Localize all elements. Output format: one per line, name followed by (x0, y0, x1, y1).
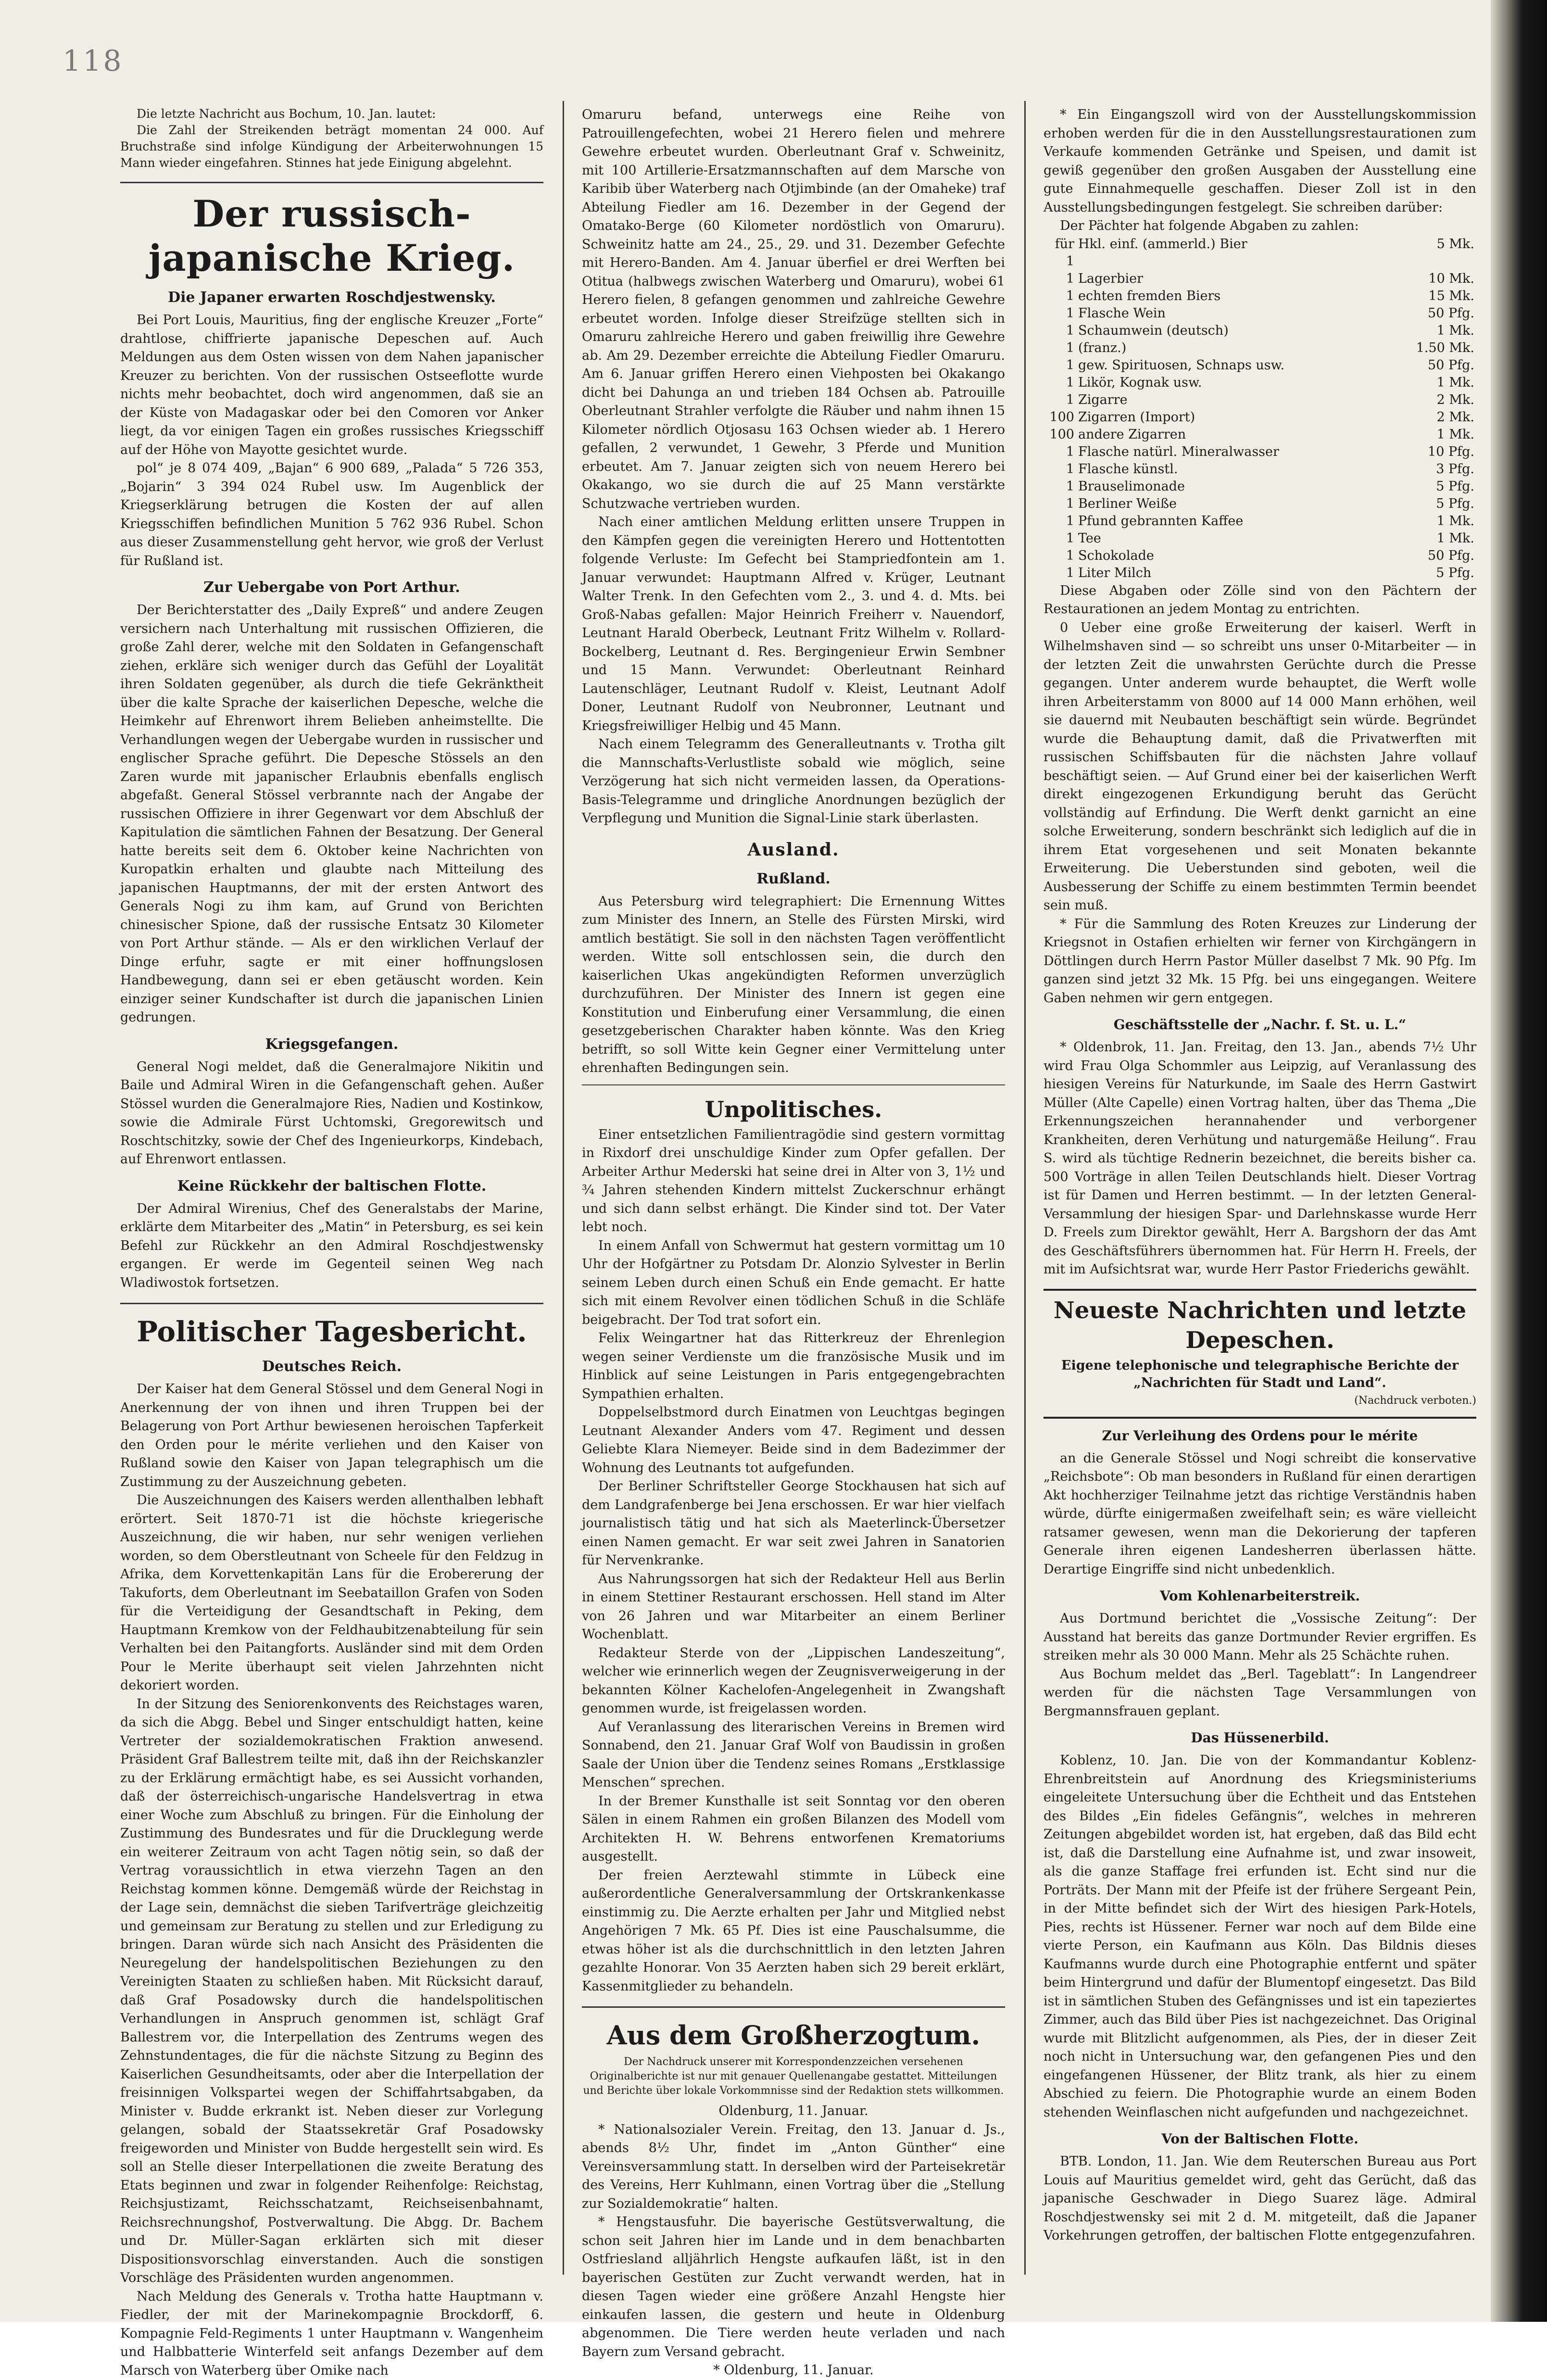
price-qty: 1 (1044, 357, 1076, 374)
war-section-title: Der russisch-japanische Krieg. (120, 192, 543, 280)
war-subheading-4: Keine Rückkehr der baltischen Flotte. (120, 1176, 543, 1197)
politics-paragraph-3: In der Sitzung des Seniorenkonvents des Reichstages waren, da sich die Abgg. Bebel und Singer entschuldigt hatten, keine Vertreter der sozialdemokratischen Fraktion anwesend. Präsident Graf Ballestrem teilte mit, daß ihn der Reichskanzler zu der Erklärung ermächtigt habe, es sei Aussicht vorhanden, daß der österreichisch-ungarische Handelsvertrag in etwa einer Woche zum Abschluß zu bringen. Für die Einholung der Zustimmung des Bundesrates und für die Drucklegung werde ein weiterer Zeitraum von acht Tagen nötig sein, so daß der Vertrag voraussichtlich in etwa vierzehn Tagen an den Reichstag kommen könne. Demgemäß würde der Reichstag in der Lage sein, demnächst die sieben Tarifverträge gleichzeitig und gemeinsam zur Beratung zu stellen und zur Erledigung zu bringen. Daran würde sich nach Ansicht des Präsidenten die Neuregelung der handelspolitischen Beziehungen zu den Vereinigten Staaten zu schließen haben. Mit Rücksicht darauf, daß Graf Posadowsky durch die handelspolitischen Verhandlungen in Anspruch genommen ist, schlägt Graf Ballestrem vor, die Interpellation des Zentrums wegen des Zehnstundentages, die für die nächste Sitzung zu Beginn des Kaiserlichen Gesundheitsamts, oder aber die Interpellation der freisinnigen Volkspartei wegen der Schiffahrtsabgaben, da Minister v. Budde erkrankt ist. Neben dieser zur Vorlegung gelangen, sobald der Staatssekretär Graf Posadowsky freigeworden und Minister von Budde hergestellt sein wird. Es soll an Stelle dieser Interpellationen die zweite Beratung des Etats beginnen und zwar in folgender Reihenfolge: Reichstag, Reichsjustizamt, Reichsschatzamt, Reichseisenbahnamt, Reichsrechnungshof, Postverwaltung. Die Abgg. Dr. Bachem und Dr. Müller-Sagan erklärten sich mit dieser Dispositionsvorschlag einverstanden. Auch die sonstigen Vorschläge des Präsidenten wurden angenommen. (120, 1695, 543, 2288)
intro-line-1: Die letzte Nachricht aus Bochum, 10. Jan. lautet: (120, 106, 543, 122)
unpol-paragraph-3: Felix Weingartner hat das Ritterkreuz der Ehrenlegion wegen seiner Verdienste um die französische Musik und im Hinblick auf seine Leistungen in Paris entgegengebrachten Sympathien erhalten. (582, 1329, 1005, 1403)
price-row (1044, 513, 1476, 530)
price-qty: 1 (1044, 565, 1076, 582)
price-item: Tee (1076, 530, 1405, 547)
price-row (1044, 374, 1476, 391)
price-qty: 1 (1044, 322, 1076, 340)
price-price: 2 Mk. (1405, 391, 1476, 409)
price-row (1044, 322, 1476, 340)
unpolitisches-heading: Unpolitisches. (582, 1095, 1005, 1124)
price-item: Likör, Kognak usw. (1076, 374, 1405, 391)
dateline-last: * Oldenburg, 11. Januar. (582, 2361, 1005, 2380)
war-paragraph-3: General Nogi meldet, daß die Generalmajore Nikitin und Baile und Admiral Wiren in die Gefangenschaft gehen. Außer Stössel wurden die Generalmajore Ries, Nadien und Kostinkow, sowie die Admirale Fürst Uchtomski, Gregorewitsch und Roschtschitzky, sowie der Chef des Ingenieurkorps, Kindebach, auf Ehrenwort entlassen. (120, 1058, 543, 1169)
price-price: 1 Mk. (1405, 374, 1476, 391)
war-paragraph-2: Der Berichterstatter des „Daily Expreß“ und andere Zeugen versichern nach Unterhaltung mit russischen Offizieren, die große Zahl derer, welche mit den Soldaten in Gefangenschaft ziehen, erkläre sich weniger durch das Gefühl der Loyalität ihren Soldaten gegenüber, als durch die tiefe Gekränktheit über die kalte Sprache der kaiserlichen Depesche, welche die Heimkehr auf Ehrenwort ihrem Belieben anheimstellte. Die Verhandlungen wegen der Uebergabe wurden in russischer und englischer Sprache geführt. Die Depesche Stössels an den Zaren wurde mit japanischer Erlaubnis ebenfalls englisch abgefaßt. General Stössel verbrannte nach der Angabe der russischen Offiziere in ihrer Gegenwart vor dem Abschluß der Kapitulation die sämtlichen Fahnen der Besatzung. Der General hatte bereits seit dem 6. Oktober keine Nachrichten von Kuropatkin erhalten und glaubte nach Mitteilung des japanischen Hauptmanns, der mit der ersten Antwort des Generals Nogi zu ihm kam, auf Grund von Berichten chinesischer Spione, daß der russische Entsatz 30 Kilometer von Port Arthur stände. — Als er den wirklichen Verlauf der Dinge erfuhr, sagte er mit einer hoffnungslosen Handbewegung, dann sei er eben getäuscht worden. Kein einziger seiner Kundschafter ist durch die japanischen Linien gedrungen. (120, 601, 543, 1027)
price-qty: 1 (1044, 288, 1076, 305)
price-qty: 100 (1044, 409, 1076, 426)
price-qty: 1 (1044, 495, 1076, 513)
price-row (1044, 461, 1476, 478)
price-row (1044, 426, 1476, 443)
price-row (1044, 409, 1476, 426)
kohlen-paragraph-1: Aus Dortmund berichtet die „Vossische Zeitung“: Der Ausstand hat bereits das ganze Dortmunder Revier ergriffen. Es streiken mehr als 30 000 Mann. Mehr als 25 Schächte ruhen. (1044, 1610, 1476, 1665)
price-row (1044, 478, 1476, 495)
grossh-paragraph-1: * Nationalsozialer Verein. Freitag, den 13. Januar d. Js., abends 8½ Uhr, findet im „Anton Günther“ eine Vereinsversammlung statt. In derselben wird der Parteisekretär des Vereins, Herr Kuhlmann, einen Vortrag über die „Stellung zur Sozialdemokratie“ halten. (582, 2121, 1005, 2214)
politics-paragraph-2: Die Auszeichnungen des Kaisers werden allenthalben lebhaft erörtert. Seit 1870-71 ist die höchste kriegerische Auszeichnung, die wir haben, nur sehr wenigen verliehen worden, so dem Oberstleutnant von Scheele für den Feldzug in Afrika, dem Korvettenkapitän Lans für die Erobererung der Takuforts, dem Oberleutnant im Seebataillon Grafen von Soden für die Verteidigung der Gesandtschaft in Peking, dem Hauptmann Kremkow von der Feldhaubitzenabteilung für sein Verhalten bei den Paitangforts. Ausländer sind mit dem Orden Pour le Merite überhaupt seit vielen Jahrzehnten nicht dekoriert worden. (120, 1491, 543, 1695)
unpol-paragraph-9: In der Bremer Kunsthalle ist seit Sonntag vor den oberen Sälen in einem Rahmen ein großen Bilanzen des Modell vom Architekten H. W. Behrens entworfenen Krematoriums ausgestellt. (582, 1792, 1005, 1866)
price-item: Lagerbier (1076, 270, 1405, 288)
price-row (1044, 236, 1476, 270)
price-qty: 1 (1044, 530, 1076, 547)
price-row (1044, 547, 1476, 565)
price-qty: 1 (1044, 513, 1076, 530)
divider (120, 1303, 543, 1304)
unpol-paragraph-2: In einem Anfall von Schwermut hat gestern vormittag um 10 Uhr der Hofgärtner zu Potsdam Dr. Alonzio Sylvester in Berlin seinem Leben durch einen Schuß ein Ende gemacht. Er hatte sich mit einem Revolver einen tödlichen Schuß in die Schläfe beigebracht. Der Tod trat sofort ein. (582, 1237, 1005, 1330)
politics-paragraph-4: Nach Meldung des Generals v. Trotha hatte Hauptmann v. Fiedler, der mit der Marinekompagnie Brockdorff, 6. Kompagnie Feld-Regiments 1 unter Hauptmann v. Wangenheim und Halbbatterie Winterfeld seit anfangs Dezember auf dem Marsch von Waterberg über Omike nach (120, 2288, 543, 2380)
price-price: 1.50 Mk. (1405, 340, 1476, 357)
column-2 (582, 106, 1005, 2299)
price-item: andere Zigarren (1076, 426, 1405, 443)
price-item: Berliner Weiße (1076, 495, 1405, 513)
price-qty: 1 (1044, 391, 1076, 409)
column-rule-2 (1024, 101, 1026, 2275)
price-price: 50 Pfg. (1405, 305, 1476, 322)
price-row (1044, 288, 1476, 305)
politics-subheading: Deutsches Reich. (120, 1356, 543, 1377)
price-price: 5 Pfg. (1405, 565, 1476, 582)
price-row (1044, 391, 1476, 409)
price-price: 15 Mk. (1405, 288, 1476, 305)
price-row (1044, 565, 1476, 582)
price-price: 3 Pfg. (1405, 461, 1476, 478)
price-price: 10 Pfg. (1405, 443, 1476, 461)
after-list-paragraph-3: * Für die Sammlung des Roten Kreuzes zur Linderung der Kriegsnot in Ostafien erhielten wir ferner von Kirchgängern in Döttlingen durch Herrn Pastor Müller daselbst 7 Mk. 90 Pfg. Im ganzen sind jetzt 32 Mk. 15 Pfg. bei uns eingegangen. Weitere Gaben nehmen wir gern entgegen. (1044, 915, 1476, 1008)
price-row (1044, 305, 1476, 322)
politics-section-title: Politischer Tagesbericht. (120, 1314, 543, 1349)
divider (582, 1084, 1005, 1085)
page-number: 118 (63, 44, 124, 78)
price-price: 5 Mk. (1405, 236, 1476, 270)
divider (120, 182, 543, 183)
page-edge-shadow (1491, 0, 1547, 2322)
price-item: (franz.) (1076, 340, 1405, 357)
price-price: 1 Mk. (1405, 322, 1476, 340)
latest-news-subtitle: Eigene telephonische und telegraphische Berichte der „Nachrichten für Stadt und Land“. (1044, 1357, 1476, 1392)
price-item: Flasche künstl. (1076, 461, 1405, 478)
price-qty: 1 (1044, 547, 1076, 565)
orden-heading: Zur Verleihung des Ordens pour le mérite (1044, 1425, 1476, 1447)
unpol-paragraph-10: Der freien Aerztewahl stimmte in Lübeck eine außerordentliche Generalversammlung der Ortskrankenkasse einstimmig zu. Die Aerzte erhalten per Jahr und Mitglied nebst Angehörigen 7 Mk. 65 Pf. Dies ist eine Pauschalsumme, die etwas höher ist als die durchschnittlich in den letzten Jahren gezahlte Honorar. Von 35 Aerzten haben sich 29 bereit erklärt, Kassenmitglieder zu behandeln. (582, 1866, 1005, 1996)
price-row (1044, 495, 1476, 513)
flotte-heading: Von der Baltischen Flotte. (1044, 2128, 1476, 2150)
ausland-heading: Ausland. (582, 838, 1005, 862)
flotte-paragraph: BTB. London, 11. Jan. Wie dem Reuterschen Bureau aus Port Louis auf Mauritius gemeldet wird, geht das Gerücht, daß das japanische Geschwader in Diego Suarez läge. Admiral Roschdjestwensky sei mit 2 d. M. mitgeteilt, daß die Japaner Vorkehrungen getroffen, der baltischen Flotte entgegenzufahren. (1044, 2153, 1476, 2245)
price-item: Zigarre (1076, 391, 1405, 409)
price-qty: 1 (1044, 443, 1076, 461)
colonial-paragraph-2: Nach einer amtlichen Meldung erlitten unsere Truppen in den Kämpfen gegen die vereinigten Herero und Hottentotten folgende Verluste: Im Gefecht bei Stampriedfontein am 1. Januar verwundet: Hauptmann Alfred v. Krüger, Leutnant Walter Trenk. In den Gefechten vom 2., 3. und 4. d. Mts. bei Groß-Nabas gefallen: Major Heinrich Freiherr v. Nauendorf, Leutnant Harald Oberbeck, Leutnant Fritz Wilhelm v. Rollard-Bockelberg, Leutnant d. Res. Bergingenieur Erwin Sembner und 15 Mann. Verwundet: Oberleutnant Reinhard Lautenschläger, Leutnant Rudolf v. Kleist, Leutnant Adolf Doner, Leutnant Rudolf von Neubronner, Leutnant und Kriegsfreiwilliger Helbig und 45 Mann. (582, 513, 1005, 735)
war-paragraph-4: Der Admiral Wirenius, Chef des Generalstabs der Marine, erklärte dem Mitarbeiter des „Matin“ in Petersburg, es sei kein Befehl zur Rückkehr an den Admiral Roschdjestwensky ergangen. Er werde im Gegenteil seinen Weg nach Wladiwostok fortsetzen. (120, 1200, 543, 1293)
price-item: gew. Spirituosen, Schnaps usw. (1076, 357, 1405, 374)
kohlen-paragraph-2: Aus Bochum meldet das „Berl. Tageblatt“: In Langendreer werden für die nächsten Tage Versammlungen von Bergmannsfrauen geplant. (1044, 1665, 1476, 1721)
price-qty: 1 (1044, 374, 1076, 391)
orden-paragraph: an die Generale Stössel und Nogi schreibt die konservative „Reichsbote“: Ob man besonders in Rußland für einen derartigen Akt hochherziger Teilnahme jetzt das richtige Verständnis haben würde, dürfte einigermaßen zweifelhaft sein; es wäre vielleicht ratsamer gewesen, wenn man die Dekorierung der tapferen Generale ihren eigenen Landesherren überlassen hätte. Derartige Eingriffe sind nicht unbedenklich. (1044, 1449, 1476, 1579)
price-item: Flasche natürl. Mineralwasser (1076, 443, 1405, 461)
price-price: 1 Mk. (1405, 530, 1476, 547)
price-row (1044, 270, 1476, 288)
unpol-paragraph-5: Der Berliner Schriftsteller George Stockhausen hat sich auf dem Landgrafenberge bei Jena erschossen. Er war hier vielfach journalistisch tätig und hat sich als Maeterlinck-Übersetzer einen Namen gemacht. Er war seit zwei Jahren in Sanatorien für Nervenkranke. (582, 1477, 1005, 1570)
unpol-paragraph-7: Redakteur Sterde von der „Lippischen Landeszeitung“, welcher wie erinnerlich wegen der Zeugnisverweigerung in der bekannten Kölner Kachelofen-Angelegenheit in Zwangshaft genommen wurde, ist freigelassen worden. (582, 1644, 1005, 1718)
unpol-paragraph-6: Aus Nahrungssorgen hat sich der Redakteur Hell aus Berlin in einem Stettiner Restaurant erschossen. Hell stand im Alter von 26 Jahren und war Mitarbeiter an einem Berliner Wochenblatt. (582, 1570, 1005, 1644)
war-subheading-1: Die Japaner erwarten Roschdjestwensky. (120, 287, 543, 308)
oldenbrok-paragraph: * Oldenbrok, 11. Jan. Freitag, den 13. Jan., abends 7½ Uhr wird Frau Olga Schommler aus Leipzig, auf Veranlassung des hiesigen Vereins für Naturkunde, im Saale des Herrn Gastwirt Müller (Alte Capelle) einen Vortrag halten, über das Thema „Die Erkennungszeichen herannahender und verborgener Krankheiten, deren Verhütung und naturgemäße Heilung“. Frau S. wird als tüchtige Rednerin bezeichnet, die bereits bisher ca. 500 Vorträge in allen Teilen Deutschlands hielt. Dieser Vortrag ist für Damen und Herren bestimmt. — In der letzten General-Versammlung der hiesigen Spar- und Darlehnskasse wurde Herr D. Freels zum Direktor gewählt, Herr A. Bargshorn der das Amt des Geschäftsführers übernommen hat. Für Herrn H. Freels, der mit im Aufsichtsrat war, wurde Herr Pastor Friederichs gewählt. (1044, 1038, 1476, 1279)
column-rule-1 (563, 101, 564, 2275)
price-item: Schokolade (1076, 547, 1405, 565)
price-qty: 100 (1044, 426, 1076, 443)
price-price: 5 Pfg. (1405, 478, 1476, 495)
war-subheading-2: Zur Uebergabe von Port Arthur. (120, 577, 543, 598)
price-item: Schaumwein (deutsch) (1076, 322, 1405, 340)
reprint-note: Der Nachdruck unserer mit Korrespondenzzeichen versehenen Originalberichte ist nur mit genauer Quellenangabe gestattet. Mitteilungen und Berichte über lokale Vorkommnisse sind der Redaktion stets willkommen. (582, 2055, 1005, 2098)
politics-paragraph-1: Der Kaiser hat dem General Stössel und dem General Nogi in Anerkennung der von ihnen und ihren Truppen bei der Belagerung von Port Arthur bewiesenen heroischen Tapferkeit den Orden pour le mérite verliehen und den Kaiser von Rußland sowie den Kaiser von Japan telegraphisch um die Zustimmung zu der Auszeichnung gebeten. (120, 1380, 543, 1491)
price-table (1044, 236, 1476, 582)
price-qty: 1 (1044, 305, 1076, 322)
price-item: Zigarren (Import) (1076, 409, 1405, 426)
colonial-paragraph-3: Nach einem Telegramm des Generalleutnants v. Trotha gilt die Mannschafts-Verlustliste sobald wie möglich, seine Verzögerung hat sich nicht vermeiden lassen, da Operations-Basis-Telegramme und dringliche Anordnungen bezüglich der Verpflegung und Munition die Signal-Linie stark überlasten. (582, 735, 1005, 828)
price-qty: für 1 (1044, 236, 1076, 270)
price-price: 1 Mk. (1405, 513, 1476, 530)
reprint-forbidden-note: (Nachdruck verboten.) (1044, 1394, 1476, 1408)
divider (582, 2006, 1005, 2008)
price-price: 50 Pfg. (1405, 357, 1476, 374)
colonial-paragraph-1: Omaruru befand, unterwegs eine Reihe von Patrouillengefechten, wobei 21 Herero fielen und mehrere Gewehre erbeutet wurden. Oberleutnant Graf v. Schweinitz, mit 100 Artillerie-Ersatzmannschaften auf dem Marsche von Karibib über Waterberg nach Otjimbinde (an der Omaheke) traf Abteilung Fiedler am 16. Dezember in der Gegend der Omatako-Berge (60 Kilometer nordöstlich von Omaruru). Schweinitz hatte am 24., 25., 29. und 31. Dezember Gefechte mit Herero-Banden. Am 4. Januar überfiel er drei Werften bei Otitua (halbwegs zwischen Waterberg und Omaruru), wobei 61 Herero fielen, 8 gefangen genommen und zahlreiche Gewehre erbeutet worden. Infolge dieser Streifzüge stellten sich in Omaruru zahlreiche Herero und gaben freiwillig ihre Gewehre ab. Am 29. Dezember erreichte die Abteilung Fiedler Omaruru. Am 6. Januar griffen Herero einen Viehposten bei Okakango dicht bei Dahunga an und trieben 184 Ochsen ab. Patrouille Oberleutnant Strahler verfolgte die Räuber und nahm ihnen 15 Kilometer nördlich Otjosasu 163 Ochsen wieder ab. 1 Herero gefallen, 2 verwundet, 1 Gewehr, 3 Pferde und Munition erbeutet. Am 7. Januar zeigten sich von neuem Herero bei Okakango, wo sie durch die auf 25 Mann verstärkte Schutzwache vertrieben wurden. (582, 106, 1005, 513)
grossherzogtum-heading: Aus dem Großherzogtum. (582, 2017, 1005, 2053)
price-row (1044, 357, 1476, 374)
war-paragraph-1b: pol“ je 8 074 409, „Bajan“ 6 900 689, „Palada“ 5 726 353, „Bojarin“ 3 394 024 Rubel usw. Im Augenblick der Kriegserklärung betrugen die Kosten der auf allen Kriegsschiffen befindlichen Munition 5 762 936 Rubel. Schon aus dieser Zusammenstellung geht hervor, wie groß der Verlust für Rußland ist. (120, 459, 543, 570)
column-3 (1044, 106, 1476, 2299)
price-item: echten fremden Biers (1076, 288, 1405, 305)
huessener-heading: Das Hüssenerbild. (1044, 1727, 1476, 1749)
unpol-paragraph-4: Doppelselbstmord durch Einatmen von Leuchtgas begingen Leutnant Alexander Anders vom 47. Regiment und dessen Geliebte Klara Niemeyer. Beide sind in dem Badezimmer der Wohnung des Leutnants tot aufgefunden. (582, 1403, 1005, 1477)
price-item: Brauselimonade (1076, 478, 1405, 495)
zoll-intro-line: Der Pächter hat folgende Abgaben zu zahlen: (1044, 217, 1476, 236)
price-qty: 1 (1044, 340, 1076, 357)
price-qty: 1 (1044, 461, 1076, 478)
russland-paragraph: Aus Petersburg wird telegraphiert: Die Ernennung Wittes zum Minister des Innern, an Stelle des Fürsten Mirski, wird amtlich bestätigt. Sie soll in den nächsten Tagen veröffentlicht werden. Witte soll entschlossen sein, die durch den kaiserlichen Ukas angekündigten Reformen unverzüglich durchzuführen. Der Minister des Innern ist gegen eine Konstitution und Einberufung einer Versammlung, die einen gesetzgeberischen Charakter haben könnte. Was den Krieg betrifft, so soll Witte kein Gegner einer Vermittelung unter ehrenhaften Bedingungen sein. (582, 893, 1005, 1078)
unpol-paragraph-1: Einer entsetzlichen Familientragödie sind gestern vormittag in Rixdorf drei unschuldige Kinder zum Opfer gefallen. Der Arbeiter Arthur Mederski hat seine drei in Alter von 3, 1½ und ¾ Jahren stehenden Kindern mittelst Zuckerschnur erhängt und sich dann selbst erhängt. Die Kinder sind tot. Der Vater lebt noch. (582, 1126, 1005, 1237)
price-row (1044, 443, 1476, 461)
kohlen-heading: Vom Kohlenarbeiterstreik. (1044, 1586, 1476, 1607)
war-subheading-3: Kriegsgefangen. (120, 1034, 543, 1055)
unpol-paragraph-8: Auf Veranlassung des literarischen Vereins in Bremen wird Sonnabend, den 21. Januar Graf Wolf von Baudissin in großen Saale der Union über die Tendenz seines Romans „Erstklassige Menschen“ sprechen. (582, 1718, 1005, 1792)
huessener-paragraph: Koblenz, 10. Jan. Die von der Kommandantur Koblenz-Ehrenbreitstein auf Anordnung des Kriegsministeriums eingeleitete Untersuchung über die Echtheit und das Entstehen des Bildes „Ein fideles Gefängnis“, welches in mehreren Zeitungen abgebildet worden ist, hat ergeben, daß das Bild echt ist, daß die Darstellung eine Aufnahme ist, und zwar insoweit, als die ganze Staffage frei erfunden ist. Echt sind nur die Porträts. Der Mann mit der Pfeife ist der frühere Sergeant Pein, in der Mitte befindet sich der Wirt des hiesigen Park-Hotels, Pies, rechts ist Hüssener. Ferner war noch auf dem Bilde eine vierte Person, ein Kaufmann aus Köln. Das Bildnis dieses Kaufmanns wurde durch eine Photographie entfernt und später beim Hintergrund und dafür der Blumentopf eingesetzt. Das Bild ist in sämtlichen Stuben des Gefängnisses und ist ein tapeziertes Zimmer, auch das Bild über Pies ist nachgezeichnet. Das Original wurde mit Blitzlicht aufgenommen, als Pies, der in dieser Zeit noch nicht in Untersuchung war, den gefangenen Pies und den eingefangenen Hüssener, der Blitz trank, als hier zu einem Abschied zu feiern. Die Photographie wurde an einem Boden stehenden Weinflaschen nicht aufgefunden und nachgezeichnet. (1044, 1751, 1476, 2122)
intro-line-2: Die Zahl der Streikenden beträgt momentan 24 000. Auf Bruchstraße sind infolge Kündigung der Arbeiterwohnungen 15 Mann wieder eingefahren. Stinnes hat jede Einigung abgelehnt. (120, 122, 543, 171)
dateline: Oldenburg, 11. Januar. (582, 2102, 1005, 2121)
latest-news-header (1044, 1289, 1476, 1419)
price-qty: 1 (1044, 478, 1076, 495)
price-item: Pfund gebrannten Kaffee (1076, 513, 1405, 530)
column-1 (120, 106, 543, 2299)
price-price: 10 Mk. (1405, 270, 1476, 288)
price-item: Liter Milch (1076, 565, 1405, 582)
price-price: 2 Mk. (1405, 409, 1476, 426)
geschaeftsstelle: Geschäftsstelle der „Nachr. f. St. u. L.“ (1044, 1014, 1476, 1035)
russland-subheading: Rußland. (582, 869, 1005, 890)
price-price: 1 Mk. (1405, 426, 1476, 443)
latest-news-title: Neueste Nachrichten und letzte Depeschen. (1044, 1296, 1476, 1355)
after-list-paragraph-1: Diese Abgaben oder Zölle sind von den Pächtern der Restaurationen an jedem Montag zu entrichten. (1044, 582, 1476, 619)
grossh-paragraph-2: * Hengstausfuhr. Die bayerische Gestütsverwaltung, die schon seit Jahren hier im Lande und in dem benachbarten Ostfriesland alljährlich Hengste aufkaufen läßt, ist in den bayerischen Gestüten zur Zucht verwandt werden, hat in diesen Tagen wieder eine größere Anzahl Hengste hier einkaufen lassen, die gestern und heute in Oldenburg abgenommen. Die Tiere werden heute verladen und nach Bayern zum Versand gebracht. (582, 2213, 1005, 2361)
price-row (1044, 530, 1476, 547)
price-price: 50 Pfg. (1405, 547, 1476, 565)
price-row (1044, 340, 1476, 357)
price-qty: 1 (1044, 270, 1076, 288)
after-list-paragraph-2: 0 Ueber eine große Erweiterung der kaiserl. Werft in Wilhelmshaven sind — so schreibt uns unser 0-Mitarbeiter — in der letzten Zeit die unwahrsten Gerüchte durch die Presse gegangen. Unter anderem wurde behauptet, die Werft wolle ihren Arbeiterstamm von 8000 auf 14 000 Mann erhöhen, weil sie dauernd mit Neubauten beschäftigt sein würde. Begründet wurde die Behauptung damit, daß die Privatwerften mit russischen Schiffsbauten für die nächsten Jahre vollauf beschäftigt seien. — Auf Grund einer bei der kaiserlichen Werft direkt eingezogenen Erkundigung beruht das Gerücht vollständig auf Erfindung. Die Werft denkt garnicht an eine solche Erweiterung, sondern beschränkt sich lediglich auf die in ihrem Etat vorgesehenen und seit Monaten bekannte Erweiterung. Die Ueberstunden sind geboten, weil die Ausbesserung der Schiffe zu einem bestimmten Termin beendet sein muß. (1044, 619, 1476, 915)
zoll-paragraph: * Ein Eingangszoll wird von der Ausstellungskommission erhoben werden für die in den Ausstellungsrestaurationen zum Verkaufe kommenden Getränke und Speisen, und damit ist gewiß gegenüber den großen Ausgaben der Ausstellung eine gute Einnahmequelle geschaffen. Dieser Zoll ist in den Ausstellungsbedingungen festgelegt. Sie schreiben darüber: (1044, 106, 1476, 217)
price-item: Flasche Wein (1076, 305, 1405, 322)
price-price: 5 Pfg. (1405, 495, 1476, 513)
war-paragraph-1a: Bei Port Louis, Mauritius, fing der englische Kreuzer „Forte“ drahtlose, chiffrierte japanische Depeschen auf. Auch Meldungen aus dem Osten wissen von dem Nahen japanischer Kreuzer zu berichten. Von der russischen Ostseeflotte wurde nichts mehr beobachtet, doch wird angenommen, daß sie an der Küste von Madagaskar oder bei den Comoren vor Anker liegt, da vor einigen Tagen ein großes russisches Kriegsschiff auf der Höhe von Mayotte gesichtet wurde. (120, 311, 543, 459)
price-item: Hkl. einf. (ammerld.) Bier (1076, 236, 1405, 270)
